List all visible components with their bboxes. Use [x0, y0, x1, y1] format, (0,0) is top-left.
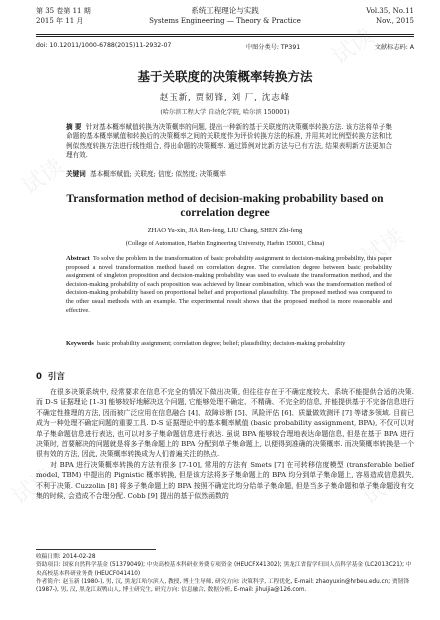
paper-title-en: Transformation method of decision-making probability based on correlation degree [66, 193, 384, 219]
keywords-en [66, 340, 392, 349]
date-zh: 2015 年 11 月 [36, 17, 84, 25]
footnote-author-bio: 作者简介: 赵玉新 (1980-), 男, 汉, 黑龙江哈尔滨人, 教授, 博士生导师, 研究方向: 决策科学, 工程优化, E-mail: zhaoyuxin@hrbeu.edu.cn; 贾韧锋 (1987-), 男, 汉, 黑龙江双鸭山人, 博士研究生, 研究方向: 信息融合, 数据分析, E-mail: jihuijia@126.com. [36, 578, 410, 594]
volume-zh: 第 35 卷第 11 期 [36, 7, 91, 15]
paper-title-zh: 基于关联度的决策概率转换方法 [137, 69, 313, 84]
footnote-rule [36, 549, 156, 550]
watermark: 试读 [7, 464, 59, 511]
abstract-zh [66, 123, 392, 160]
journal-name-zh: 系统工程理论与实践 [191, 6, 259, 15]
article-meta [36, 42, 414, 51]
footnote-received: 收稿日期: 2014-02-28 [36, 554, 96, 560]
header-rule [36, 34, 414, 35]
abstract-zh-text: 针对基本概率赋值转换为决策概率的问题, 提出一种新的基于关联度的决策概率转换方法. 该方法将单子集命题的基本概率赋值和转换后的决策概率之间的关联度作为评价转换方法的标准, 并用其对比例型转换方法和比例似然度转换方法进行线性组合, 得出命题的决策概率. 通过算例对比新方法与已有方法, 结果表明新方法更加合理有效. [66, 123, 392, 159]
watermark: 试读 [357, 224, 409, 271]
header-center [36, 6, 414, 26]
intro-body [36, 387, 414, 501]
keywords-zh [66, 170, 392, 179]
date-en: Nov., 2015 [376, 17, 414, 25]
watermark: 试读 [357, 464, 409, 511]
affiliation-zh: (哈尔滨工程大学 自动化学院, 哈尔滨 150001) [160, 109, 290, 116]
keywords-en-label: Keywords [66, 340, 94, 347]
article-number: doi: 10.12011/1000-6788(2015)11-2932-07 [36, 42, 172, 49]
authors-zh: 赵玉新, 贾韧锋, 刘 厂, 沈志峰 [159, 93, 291, 103]
watermark: 试读 [327, 24, 379, 71]
abstract-zh-label: 摘 要 [66, 123, 82, 131]
section-heading [36, 370, 65, 382]
authors-en: ZHAO Yu-xin, JIA Ren-feng, LIU Chang, SHEN Zhi-feng [147, 227, 303, 234]
intro-paragraph: 对 BPA 进行决策概率转换的方法有很多 [7-10], 常用的方法有 Smets [7] 在可转移信度模型 (transferable belief model, TBM) 中提出的 Pignistic 概率转换, 但是该方法将多子集命题上的 BPA 均分到单子集命题上, 容易造成信息损失, 不利于决策. Cuzzolin [8] 将多子集命题上的 BPA 按照不确定比均分给单子集命题, 但是当多子集命题和单子集命题没有交集的时候, 会造成不合理分配. Cobb [9] 提出的基于似然函数的 [36, 460, 414, 501]
abstract-en-label: Abstract [66, 255, 90, 262]
affiliation-en: (College of Automation, Harbin Engineering University, Harbin 150001, China) [125, 240, 325, 247]
abstract-en-text: To solve the problem in the transformation of basic probability assignment to decision-making probability, this paper proposed a novel transformation method based on correlation degree. The correlation degree between basic probability assignment of singleton proposition and decision-making probability was used to evaluate the transformation method, and the decision-making probability of each proposition was achieved by linear combination, which was the transformation method of decision-making probability based on proportional belief and proportional plausibility. The proposed method was compared to the other usual methods with an example. The experimental result shows that the proposed method is more reasonable and effective. [66, 255, 392, 314]
running-header [36, 6, 414, 34]
header-right [366, 6, 414, 26]
volume-en: Vol.35, No.11 [366, 7, 414, 15]
section-number: 0 [36, 372, 42, 382]
header-rule-thin [36, 36, 414, 37]
section-title: 引言 [47, 372, 65, 382]
keywords-en-text: basic probability assignment; correlation degree; belief; plausibility; decision-making probability [96, 340, 346, 347]
journal-name-en: Systems Engineering — Theory & Practice [149, 17, 301, 25]
footnote-funding: 资助项目: 国家自然科学基金 (51379049); 中央高校基本科研业务费专项资金 (HEUCFX41302); 黑龙江省留学归国人员科学基金 (LC2013C21); 中央高校基本科研业务费 (HEUCF041410) [36, 562, 412, 577]
watermark: 试读 [17, 154, 69, 201]
clc-number: 中图分类号: TP391 [245, 44, 301, 51]
keywords-zh-label: 关键词 [66, 170, 86, 178]
footnotes [36, 553, 414, 594]
document-code: 文献标志码: A [374, 44, 414, 51]
keywords-zh-text: 基本概率赋值; 关联度; 信度; 似然度; 决策概率 [89, 170, 226, 178]
intro-paragraph: 在很多决策系统中, 经常要求在信息不完全的情况下做出决策, 但往往存在于不确定度较大、系统不能提供合适的决策. 而 D-S 证据理论 [1-3] 能够较好地解决这个问题, 它能够处理不确定、不精确、不完全的信息, 并能提供基于不完备信息进行不确定性推理的方法, 因而被广泛应用在信息融合 [4]、故障诊断 [5]、风险评估 [6]、质量做效测评 [7] 等诸多领域. 目前已成为一种处理不确定问题的重要工具. D-S 证据理论中的基本概率赋值 (basic probability assignment, BPA), 不仅可以对单子集命题信息进行表达, 也可以对多子集命题信息进行表达. 虽说 BPA 能够较合理地表达命题信息, 但是在基于 BPA 进行决策时, 首要解决的问题就是将多子集命题上的 BPA 分配到单子集命题上, 以便得到准确的决策概率. 而决策概率转换是一个很有效的方法, 因此, 决策概率转换成为人们普遍关注的热点. [36, 388, 414, 459]
abstract-en [66, 255, 392, 315]
